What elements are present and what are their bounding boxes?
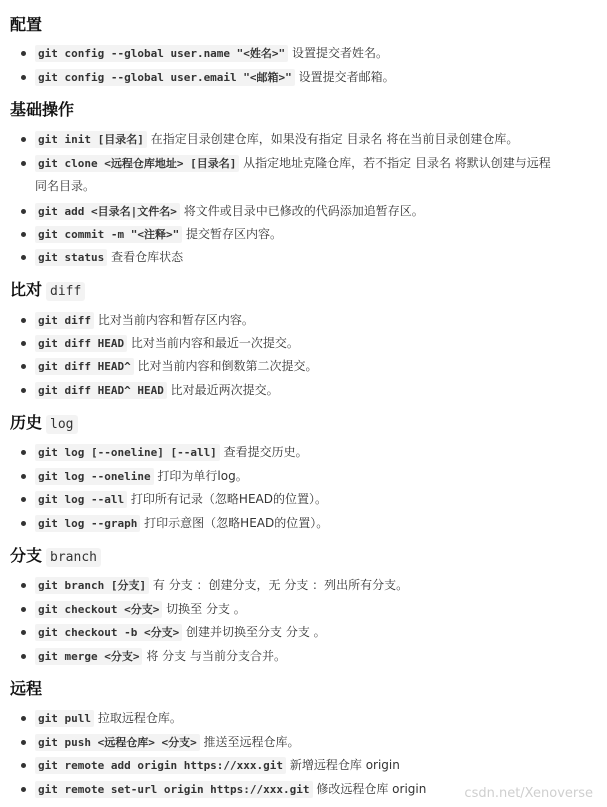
- section-title: 基础操作: [10, 100, 75, 119]
- command-desc: 设置提交者邮箱。: [298, 70, 395, 84]
- bullet: [21, 450, 26, 455]
- command-desc: 从指定地址克隆仓库，若不指定 目录名 将默认创建与远程: [243, 156, 551, 170]
- bullet: [21, 364, 26, 369]
- bullet: [21, 51, 26, 56]
- command-code: git log [--oneline] [--all]: [35, 444, 220, 461]
- command-code: git branch [分支]: [35, 577, 149, 594]
- bullet: [21, 161, 26, 166]
- command-code: git add <目录名|文件名>: [35, 203, 180, 220]
- bullet: [21, 137, 26, 142]
- command-code: git commit -m "<注释>": [35, 226, 182, 243]
- bullet: [21, 787, 26, 792]
- section-heading-branch: [10, 543, 101, 566]
- command-code: git merge <分支>: [35, 648, 142, 665]
- section-title: 比对: [10, 280, 43, 299]
- section-title-code: diff: [46, 282, 85, 301]
- bullet: [21, 497, 26, 502]
- command-desc: 查看仓库状态: [111, 250, 184, 264]
- watermark: csdn.net/Xenoverse: [464, 786, 593, 801]
- command-desc: 查看提交历史。: [223, 445, 308, 459]
- bullet: [21, 75, 26, 80]
- bullet: [21, 521, 26, 526]
- command-desc: 切换至 分支 。: [166, 602, 246, 616]
- command-code: git init [目录名]: [35, 131, 147, 148]
- command-desc: 比对当前内容和倒数第二次提交。: [137, 359, 318, 373]
- bullet: [21, 716, 26, 721]
- bullet: [21, 255, 26, 260]
- bullet: [21, 474, 26, 479]
- bullet: [21, 388, 26, 393]
- command-code: git diff: [35, 312, 94, 329]
- command-desc: 将文件或目录中已修改的代码添加追暂存区。: [183, 204, 424, 218]
- command-desc: 拉取远程仓库。: [97, 711, 182, 725]
- bullet: [21, 740, 26, 745]
- command-desc: 修改远程仓库 origin: [316, 782, 427, 796]
- command-desc: 设置提交者姓名。: [292, 46, 389, 60]
- bullet: [21, 209, 26, 214]
- command-desc: 将 分支 与当前分支合并。: [146, 649, 286, 663]
- section-heading-log: [10, 410, 78, 433]
- command-desc: 提交暂存区内容。: [186, 227, 283, 241]
- section-heading-remote: [10, 676, 42, 699]
- section-heading-config: [10, 12, 42, 35]
- section-heading-diff: [10, 277, 85, 300]
- section-title: 历史: [10, 413, 43, 432]
- command-code: git log --graph: [35, 515, 140, 532]
- command-desc: 打印示意图（忽略HEAD的位置）。: [144, 516, 329, 530]
- command-code: git diff HEAD^ HEAD: [35, 382, 167, 399]
- command-desc: 推送至远程仓库。: [203, 735, 300, 749]
- command-code: git checkout -b <分支>: [35, 624, 182, 641]
- command-desc: 有 分支 ：创建分支，无 分支 ：列出所有分支。: [152, 578, 409, 592]
- command-code: git log --oneline: [35, 468, 154, 485]
- command-code: git push <远程仓库> <分支>: [35, 734, 200, 751]
- command-code: git clone <远程仓库地址> [目录名]: [35, 155, 239, 172]
- command-desc: 新增远程仓库 origin: [289, 758, 400, 772]
- section-title: 配置: [10, 15, 43, 34]
- command-code: git config --global user.email "<邮箱>": [35, 69, 295, 86]
- bullet: [21, 232, 26, 237]
- command-code: git diff HEAD: [35, 335, 127, 352]
- bullet: [21, 763, 26, 768]
- command-code: git log --all: [35, 491, 127, 508]
- command-code: git pull: [35, 710, 94, 727]
- command-desc-continued: 同名目录。: [35, 179, 96, 193]
- command-code: git diff HEAD^: [35, 358, 134, 375]
- command-desc: 比对当前内容和暂存区内容。: [97, 313, 254, 327]
- bullet: [21, 630, 26, 635]
- bullet: [21, 341, 26, 346]
- bullet: [21, 607, 26, 612]
- command-desc: 在指定目录创建仓库，如果没有指定 目录名 将在当前目录创建仓库。: [150, 132, 519, 146]
- section-title-code: log: [46, 415, 77, 434]
- section-title: 远程: [10, 679, 43, 698]
- bullet: [21, 654, 26, 659]
- command-desc: 打印为单行log。: [157, 469, 248, 483]
- command-desc: 比对最近两次提交。: [170, 383, 279, 397]
- command-code: git config --global user.name "<姓名>": [35, 45, 288, 62]
- bullet: [21, 583, 26, 588]
- command-desc: 创建并切换至分支 分支 。: [186, 625, 326, 639]
- section-title-code: branch: [46, 548, 101, 567]
- command-code: git remote set-url origin https://xxx.git: [35, 781, 313, 798]
- command-code: git remote add origin https://xxx.git: [35, 757, 286, 774]
- command-code: git status: [35, 249, 107, 266]
- bullet: [21, 318, 26, 323]
- command-desc: 比对当前内容和最近一次提交。: [130, 336, 299, 350]
- command-desc: 打印所有记录（忽略HEAD的位置）。: [130, 492, 327, 506]
- command-code: git checkout <分支>: [35, 601, 162, 618]
- section-heading-basics: [10, 97, 74, 120]
- section-title: 分支: [10, 546, 43, 565]
